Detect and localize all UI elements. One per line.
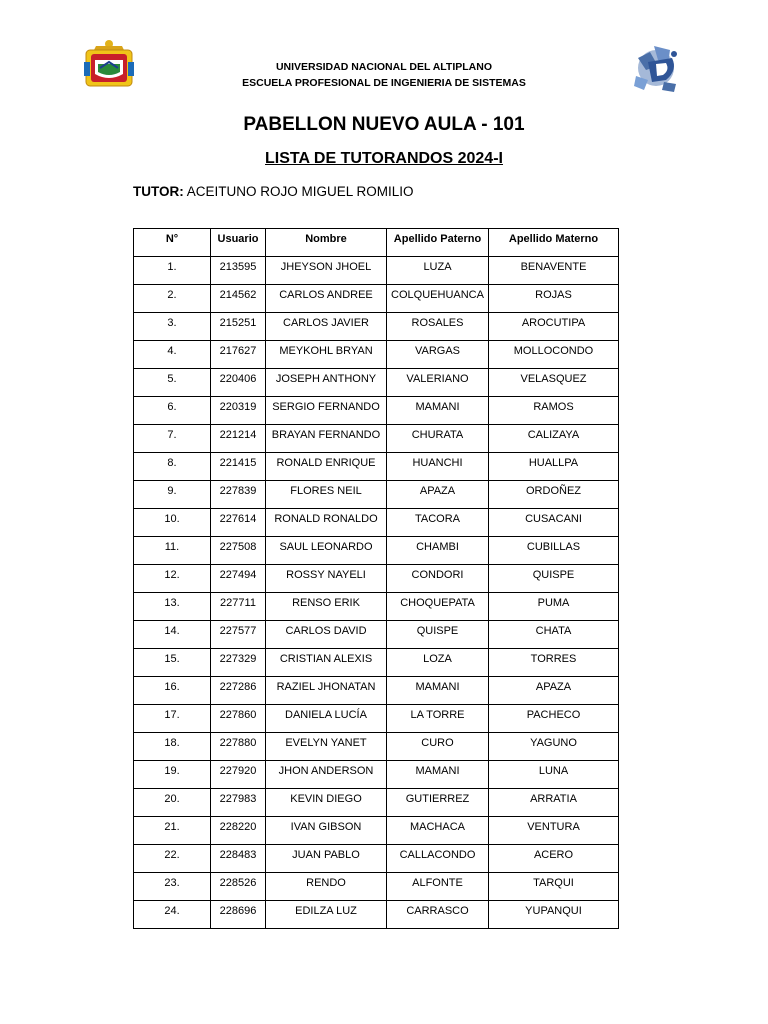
tutor-label: TUTOR: xyxy=(133,184,184,199)
usuario-cell: 227860 xyxy=(211,705,266,733)
usuario-cell: 227577 xyxy=(211,621,266,649)
apellido-paterno-cell: VALERIANO xyxy=(387,369,489,397)
usuario-cell: 220406 xyxy=(211,369,266,397)
nombre-cell: RONALD ENRIQUE xyxy=(266,453,387,481)
apellido-paterno-cell: ALFONTE xyxy=(387,873,489,901)
row-number: 19. xyxy=(134,761,211,789)
apellido-materno-cell: ACERO xyxy=(489,845,619,873)
column-header-apellido-materno: Apellido Materno xyxy=(489,229,619,257)
list-subtitle: LISTA DE TUTORANDOS 2024-I xyxy=(265,150,503,167)
apellido-paterno-cell: CHAMBI xyxy=(387,537,489,565)
table-row xyxy=(134,789,619,817)
nombre-cell: RENSO ERIK xyxy=(266,593,387,621)
apellido-materno-cell: ORDOÑEZ xyxy=(489,481,619,509)
apellido-materno-cell: MOLLOCONDO xyxy=(489,341,619,369)
apellido-materno-cell: CUBILLAS xyxy=(489,537,619,565)
apellido-materno-cell: RAMOS xyxy=(489,397,619,425)
table-row xyxy=(134,817,619,845)
row-number: 14. xyxy=(134,621,211,649)
nombre-cell: EDILZA LUZ xyxy=(266,901,387,929)
row-number: 18. xyxy=(134,733,211,761)
nombre-cell: SERGIO FERNANDO xyxy=(266,397,387,425)
apellido-materno-cell: PACHECO xyxy=(489,705,619,733)
table-row xyxy=(134,845,619,873)
apellido-materno-cell: CHATA xyxy=(489,621,619,649)
apellido-materno-cell: YUPANQUI xyxy=(489,901,619,929)
table-row xyxy=(134,341,619,369)
apellido-materno-cell: TORRES xyxy=(489,649,619,677)
nombre-cell: EVELYN YANET xyxy=(266,733,387,761)
apellido-materno-cell: CALIZAYA xyxy=(489,425,619,453)
row-number: 7. xyxy=(134,425,211,453)
apellido-materno-cell: QUISPE xyxy=(489,565,619,593)
row-number: 12. xyxy=(134,565,211,593)
row-number: 22. xyxy=(134,845,211,873)
nombre-cell: SAUL LEONARDO xyxy=(266,537,387,565)
table-row xyxy=(134,677,619,705)
nombre-cell: IVAN GIBSON xyxy=(266,817,387,845)
table-row xyxy=(134,257,619,285)
column-header-number: N° xyxy=(134,229,211,257)
apellido-paterno-cell: MAMANI xyxy=(387,397,489,425)
apellido-paterno-cell: CALLACONDO xyxy=(387,845,489,873)
row-number: 6. xyxy=(134,397,211,425)
usuario-cell: 227880 xyxy=(211,733,266,761)
apellido-materno-cell: CUSACANI xyxy=(489,509,619,537)
apellido-materno-cell: APAZA xyxy=(489,677,619,705)
apellido-paterno-cell: VARGAS xyxy=(387,341,489,369)
usuario-cell: 227920 xyxy=(211,761,266,789)
table-row xyxy=(134,733,619,761)
apellido-paterno-cell: GUTIERREZ xyxy=(387,789,489,817)
row-number: 13. xyxy=(134,593,211,621)
nombre-cell: JOSEPH ANTHONY xyxy=(266,369,387,397)
column-header-nombre: Nombre xyxy=(266,229,387,257)
apellido-paterno-cell: LA TORRE xyxy=(387,705,489,733)
apellido-paterno-cell: MACHACA xyxy=(387,817,489,845)
school-name: ESCUELA PROFESIONAL DE INGENIERIA DE SISTEMAS xyxy=(242,77,526,89)
table-row xyxy=(134,649,619,677)
column-header-apellido-paterno: Apellido Paterno xyxy=(387,229,489,257)
row-number: 17. xyxy=(134,705,211,733)
nombre-cell: CARLOS DAVID xyxy=(266,621,387,649)
usuario-cell: 220319 xyxy=(211,397,266,425)
usuario-cell: 227983 xyxy=(211,789,266,817)
table-row xyxy=(134,369,619,397)
nombre-cell: ROSSY NAYELI xyxy=(266,565,387,593)
row-number: 23. xyxy=(134,873,211,901)
table-row xyxy=(134,705,619,733)
usuario-cell: 227839 xyxy=(211,481,266,509)
nombre-cell: RAZIEL JHONATAN xyxy=(266,677,387,705)
nombre-cell: RONALD RONALDO xyxy=(266,509,387,537)
apellido-paterno-cell: HUANCHI xyxy=(387,453,489,481)
usuario-cell: 228696 xyxy=(211,901,266,929)
table-row xyxy=(134,593,619,621)
row-number: 11. xyxy=(134,537,211,565)
apellido-materno-cell: BENAVENTE xyxy=(489,257,619,285)
apellido-paterno-cell: APAZA xyxy=(387,481,489,509)
nombre-cell: DANIELA LUCÍA xyxy=(266,705,387,733)
table-header-row xyxy=(134,229,619,257)
table-row xyxy=(134,481,619,509)
row-number: 20. xyxy=(134,789,211,817)
apellido-materno-cell: TARQUI xyxy=(489,873,619,901)
nombre-cell: RENDO xyxy=(266,873,387,901)
table-row xyxy=(134,873,619,901)
nombre-cell: JHON ANDERSON xyxy=(266,761,387,789)
usuario-cell: 215251 xyxy=(211,313,266,341)
usuario-cell: 227711 xyxy=(211,593,266,621)
usuario-cell: 221214 xyxy=(211,425,266,453)
usuario-cell: 228526 xyxy=(211,873,266,901)
usuario-cell: 227508 xyxy=(211,537,266,565)
row-number: 3. xyxy=(134,313,211,341)
nombre-cell: CRISTIAN ALEXIS xyxy=(266,649,387,677)
table-row xyxy=(134,285,619,313)
nombre-cell: CARLOS JAVIER xyxy=(266,313,387,341)
apellido-materno-cell: YAGUNO xyxy=(489,733,619,761)
apellido-paterno-cell: MAMANI xyxy=(387,761,489,789)
usuario-cell: 228220 xyxy=(211,817,266,845)
nombre-cell: JUAN PABLO xyxy=(266,845,387,873)
usuario-cell: 213595 xyxy=(211,257,266,285)
row-number: 1. xyxy=(134,257,211,285)
usuario-cell: 227286 xyxy=(211,677,266,705)
usuario-cell: 214562 xyxy=(211,285,266,313)
row-number: 21. xyxy=(134,817,211,845)
table-row xyxy=(134,761,619,789)
apellido-materno-cell: VELASQUEZ xyxy=(489,369,619,397)
apellido-materno-cell: AROCUTIPA xyxy=(489,313,619,341)
apellido-paterno-cell: CARRASCO xyxy=(387,901,489,929)
row-number: 8. xyxy=(134,453,211,481)
apellido-materno-cell: ARRATIA xyxy=(489,789,619,817)
row-number: 5. xyxy=(134,369,211,397)
table-row xyxy=(134,453,619,481)
apellido-paterno-cell: LUZA xyxy=(387,257,489,285)
usuario-cell: 228483 xyxy=(211,845,266,873)
tutor-name: ACEITUNO ROJO MIGUEL ROMILIO xyxy=(186,184,414,199)
table-row xyxy=(134,537,619,565)
row-number: 4. xyxy=(134,341,211,369)
apellido-paterno-cell: LOZA xyxy=(387,649,489,677)
apellido-paterno-cell: ROSALES xyxy=(387,313,489,341)
usuario-cell: 227614 xyxy=(211,509,266,537)
table-row xyxy=(134,621,619,649)
usuario-cell: 221415 xyxy=(211,453,266,481)
institution-header xyxy=(0,59,768,91)
row-number: 10. xyxy=(134,509,211,537)
usuario-cell: 227329 xyxy=(211,649,266,677)
table-row xyxy=(134,397,619,425)
usuario-cell: 227494 xyxy=(211,565,266,593)
row-number: 2. xyxy=(134,285,211,313)
apellido-paterno-cell: CURO xyxy=(387,733,489,761)
table-row xyxy=(134,425,619,453)
apellido-paterno-cell: CHURATA xyxy=(387,425,489,453)
apellido-materno-cell: ROJAS xyxy=(489,285,619,313)
apellido-paterno-cell: MAMANI xyxy=(387,677,489,705)
row-number: 15. xyxy=(134,649,211,677)
table-row xyxy=(134,901,619,929)
table-row xyxy=(134,509,619,537)
apellido-paterno-cell: COLQUEHUANCA xyxy=(387,285,489,313)
row-number: 16. xyxy=(134,677,211,705)
apellido-materno-cell: PUMA xyxy=(489,593,619,621)
apellido-materno-cell: VENTURA xyxy=(489,817,619,845)
row-number: 24. xyxy=(134,901,211,929)
apellido-paterno-cell: CONDORI xyxy=(387,565,489,593)
table-row xyxy=(134,565,619,593)
apellido-materno-cell: HUALLPA xyxy=(489,453,619,481)
apellido-materno-cell: LUNA xyxy=(489,761,619,789)
nombre-cell: KEVIN DIEGO xyxy=(266,789,387,817)
students-table xyxy=(133,228,619,929)
nombre-cell: BRAYAN FERNANDO xyxy=(266,425,387,453)
nombre-cell: CARLOS ANDREE xyxy=(266,285,387,313)
page-title: PABELLON NUEVO AULA - 101 xyxy=(243,114,525,135)
nombre-cell: JHEYSON JHOEL xyxy=(266,257,387,285)
apellido-paterno-cell: TACORA xyxy=(387,509,489,537)
apellido-paterno-cell: QUISPE xyxy=(387,621,489,649)
university-name: UNIVERSIDAD NACIONAL DEL ALTIPLANO xyxy=(275,61,493,73)
column-header-usuario: Usuario xyxy=(211,229,266,257)
nombre-cell: MEYKOHL BRYAN xyxy=(266,341,387,369)
row-number: 9. xyxy=(134,481,211,509)
usuario-cell: 217627 xyxy=(211,341,266,369)
table-row xyxy=(134,313,619,341)
tutor-line xyxy=(133,184,414,199)
nombre-cell: FLORES NEIL xyxy=(266,481,387,509)
apellido-paterno-cell: CHOQUEPATA xyxy=(387,593,489,621)
